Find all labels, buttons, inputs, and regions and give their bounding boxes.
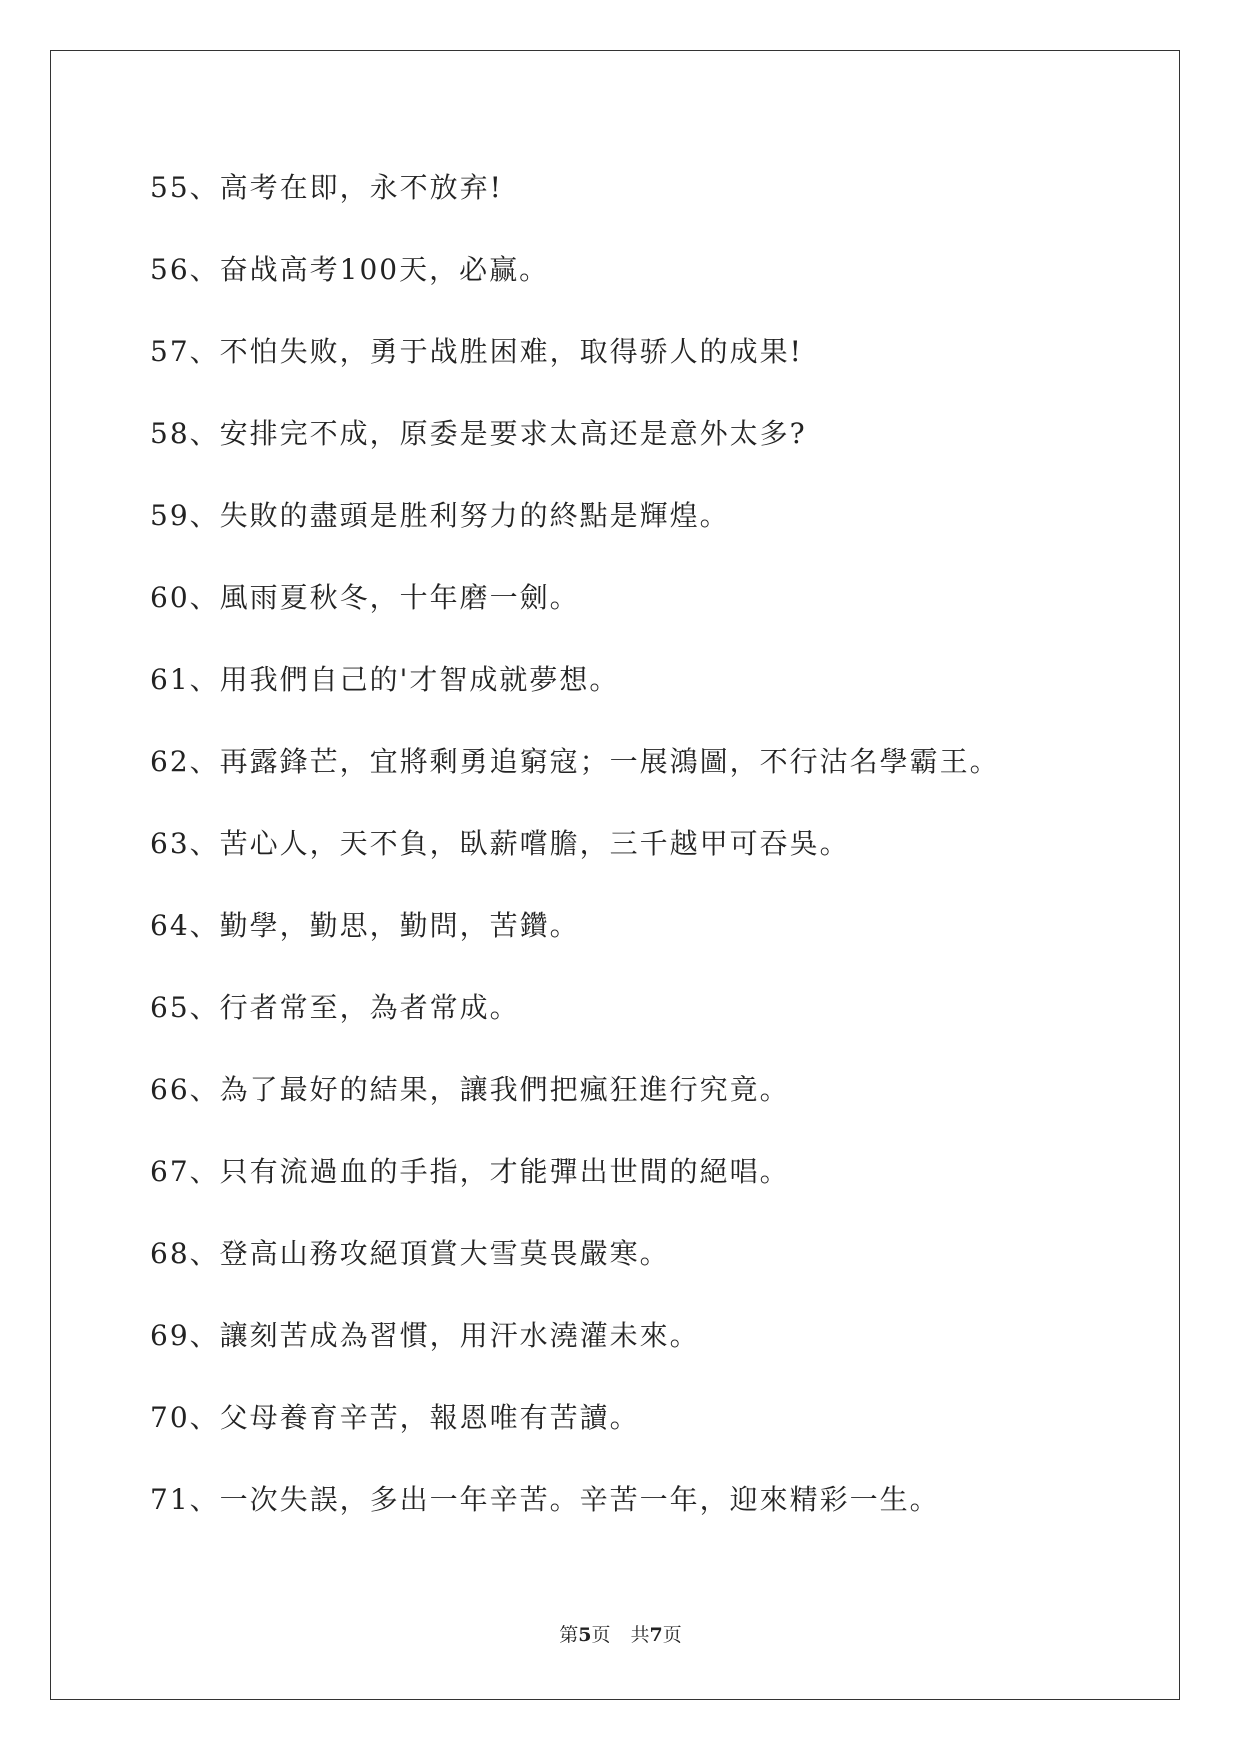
quote-line: 59、失敗的盡頭是胜利努力的終點是輝煌。 — [150, 499, 730, 532]
quote-line: 66、為了最好的結果，讓我們把瘋狂進行究竟。 — [150, 1073, 790, 1106]
quote-line: 64、勤學，勤思，勤問，苦鑽。 — [150, 909, 580, 942]
page-footer — [0, 1620, 1241, 1647]
page-current: 5 — [578, 1624, 592, 1646]
total-prefix: 共 — [630, 1624, 650, 1646]
quote-line: 69、讓刻苦成為習慣，用汗水澆灌未來。 — [150, 1319, 700, 1352]
quote-line: 67、只有流過血的手指，才能彈出世間的絕唱。 — [150, 1155, 790, 1188]
quote-line: 65、行者常至，為者常成。 — [150, 991, 520, 1024]
quote-line: 62、再露鋒芒，宜將剩勇追窮寇；一展鴻圖，不行沽名學霸王。 — [150, 745, 1000, 778]
quote-line: 57、不怕失败，勇于战胜困难，取得骄人的成果! — [150, 335, 803, 368]
quote-line: 61、用我們自己的'才智成就夢想。 — [150, 663, 620, 696]
quote-line: 63、苦心人，天不負，臥薪嚐膽，三千越甲可吞吳。 — [150, 827, 850, 860]
quote-line: 68、登高山務攻絕頂賞大雪莫畏嚴寒。 — [150, 1237, 670, 1270]
page-total: 7 — [649, 1624, 663, 1646]
quote-line: 70、父母養育辛苦，報恩唯有苦讀。 — [150, 1401, 640, 1434]
quote-line: 60、風雨夏秋冬，十年磨一劍。 — [150, 581, 580, 614]
total-suffix: 页 — [662, 1624, 682, 1646]
page-prefix: 第 — [559, 1624, 579, 1646]
quote-line: 58、安排完不成，原委是要求太高还是意外太多? — [150, 417, 807, 450]
quote-line: 56、奋战高考100天，必赢。 — [150, 253, 550, 286]
quote-list — [150, 168, 1000, 1562]
quote-line: 71、一次失誤，多出一年辛苦。辛苦一年，迎來精彩一生。 — [150, 1483, 940, 1516]
page-suffix: 页 — [591, 1624, 611, 1646]
quote-line: 55、高考在即，永不放弃! — [150, 171, 503, 204]
